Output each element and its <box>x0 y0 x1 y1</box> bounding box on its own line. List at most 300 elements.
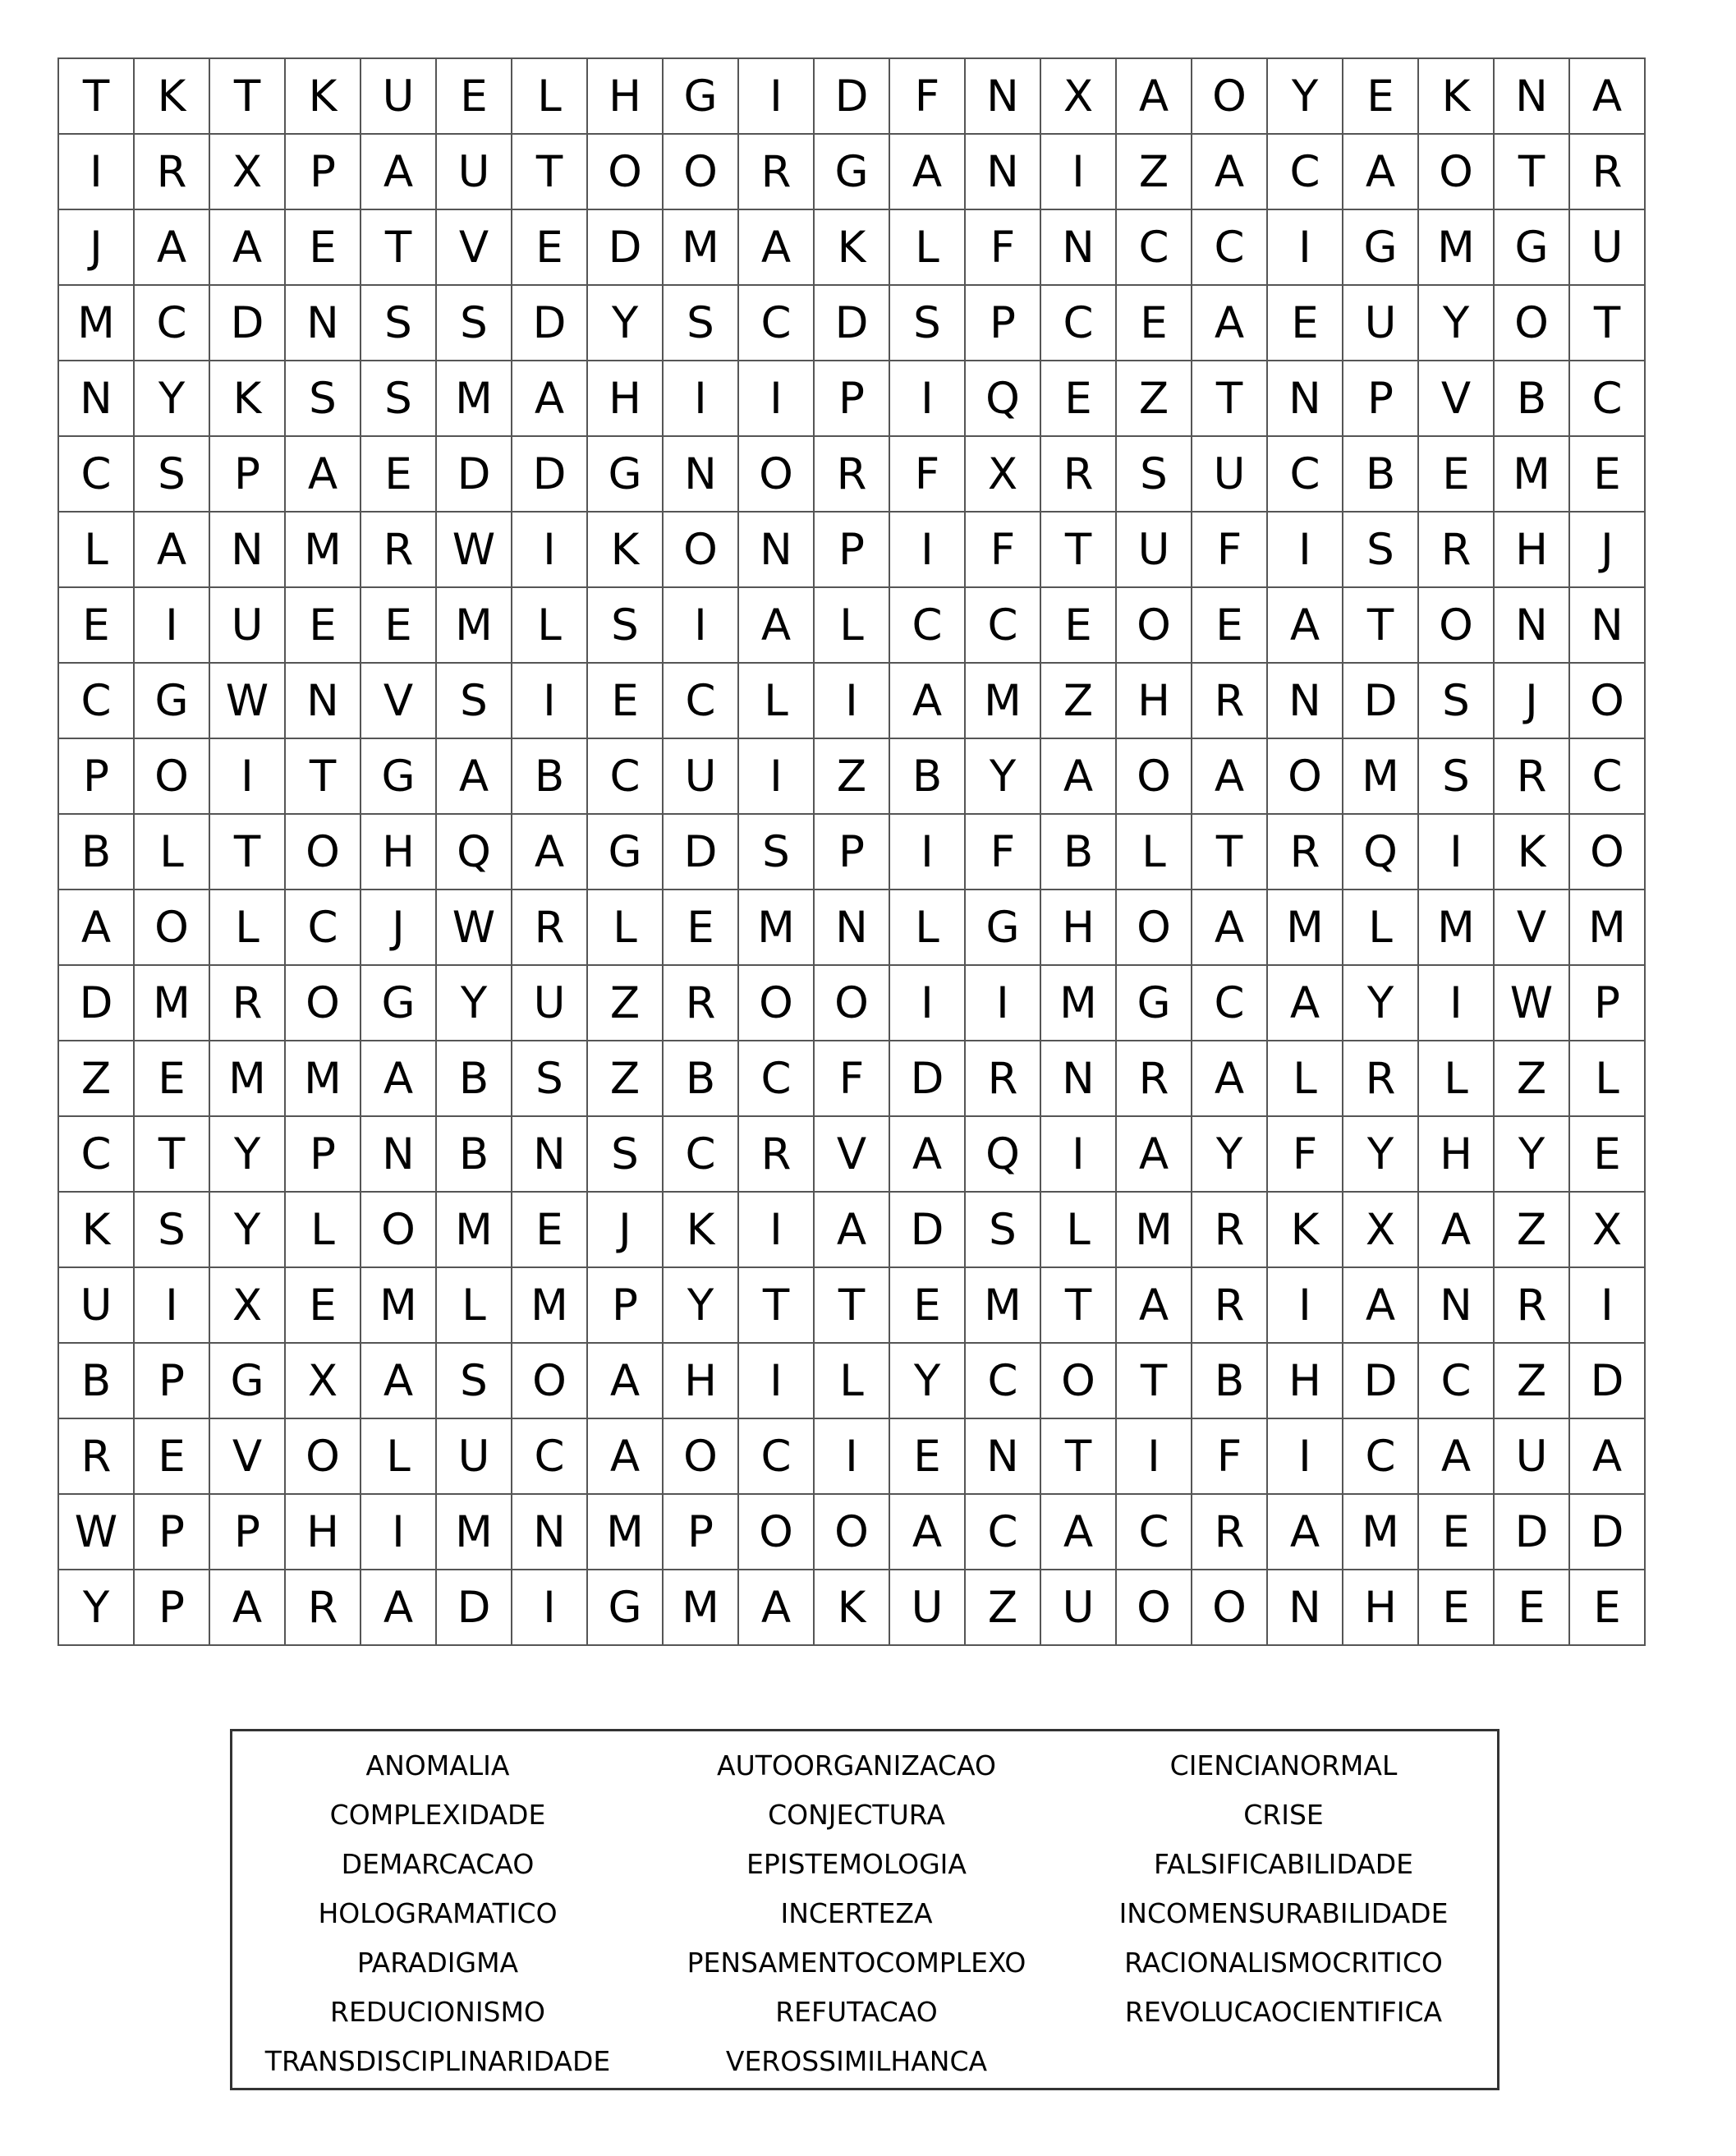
grid-cell[interactable]: N <box>1268 1570 1343 1646</box>
grid-cell[interactable]: C <box>966 1495 1041 1570</box>
grid-cell[interactable]: Y <box>1419 286 1495 361</box>
grid-cell[interactable]: A <box>1268 1495 1343 1570</box>
grid-cell[interactable]: M <box>437 1495 512 1570</box>
grid-cell[interactable]: R <box>512 890 588 966</box>
grid-cell[interactable]: A <box>890 664 966 739</box>
grid-cell[interactable]: I <box>1041 135 1117 210</box>
grid-cell[interactable]: A <box>361 1041 437 1117</box>
grid-cell[interactable]: E <box>664 890 739 966</box>
grid-cell[interactable]: B <box>1041 815 1117 890</box>
grid-cell[interactable]: H <box>1117 664 1192 739</box>
grid-cell[interactable]: O <box>1117 588 1192 664</box>
grid-cell[interactable]: J <box>361 890 437 966</box>
grid-cell[interactable]: F <box>815 1041 890 1117</box>
grid-cell[interactable]: T <box>1192 815 1268 890</box>
grid-cell[interactable]: T <box>210 59 286 135</box>
grid-cell[interactable]: E <box>890 1419 966 1495</box>
grid-cell[interactable]: E <box>1570 1117 1646 1193</box>
grid-cell[interactable]: I <box>1268 210 1343 286</box>
grid-cell[interactable]: F <box>1268 1117 1343 1193</box>
grid-cell[interactable]: F <box>966 815 1041 890</box>
grid-cell[interactable]: U <box>1495 1419 1570 1495</box>
grid-cell[interactable]: Z <box>588 966 664 1041</box>
grid-cell[interactable]: Y <box>210 1193 286 1268</box>
grid-cell[interactable]: O <box>664 135 739 210</box>
grid-cell[interactable]: T <box>286 739 361 815</box>
grid-cell[interactable]: T <box>361 210 437 286</box>
grid-cell[interactable]: L <box>361 1419 437 1495</box>
grid-cell[interactable]: O <box>361 1193 437 1268</box>
grid-cell[interactable]: I <box>890 966 966 1041</box>
grid-cell[interactable]: D <box>512 437 588 513</box>
grid-cell[interactable]: I <box>815 1419 890 1495</box>
grid-cell[interactable]: P <box>815 513 890 588</box>
grid-cell[interactable]: C <box>739 1419 815 1495</box>
grid-cell[interactable]: G <box>1117 966 1192 1041</box>
grid-cell[interactable]: A <box>512 815 588 890</box>
grid-cell[interactable]: E <box>135 1041 210 1117</box>
grid-cell[interactable]: A <box>1268 588 1343 664</box>
grid-cell[interactable]: N <box>1495 59 1570 135</box>
grid-cell[interactable]: T <box>1041 1419 1117 1495</box>
grid-cell[interactable]: T <box>210 815 286 890</box>
grid-cell[interactable]: P <box>135 1495 210 1570</box>
grid-cell[interactable]: C <box>966 588 1041 664</box>
grid-cell[interactable]: G <box>135 664 210 739</box>
grid-cell[interactable]: G <box>588 815 664 890</box>
grid-cell[interactable]: S <box>361 286 437 361</box>
grid-cell[interactable]: N <box>815 890 890 966</box>
grid-cell[interactable]: A <box>361 1344 437 1419</box>
grid-cell[interactable]: P <box>210 437 286 513</box>
grid-cell[interactable]: M <box>512 1268 588 1344</box>
grid-cell[interactable]: D <box>815 59 890 135</box>
grid-cell[interactable]: O <box>739 966 815 1041</box>
grid-cell[interactable]: Y <box>1495 1117 1570 1193</box>
grid-cell[interactable]: W <box>437 890 512 966</box>
grid-cell[interactable]: R <box>1570 135 1646 210</box>
grid-cell[interactable]: W <box>210 664 286 739</box>
grid-cell[interactable]: A <box>286 437 361 513</box>
grid-cell[interactable]: K <box>815 210 890 286</box>
grid-cell[interactable]: E <box>1343 59 1419 135</box>
grid-cell[interactable]: B <box>664 1041 739 1117</box>
grid-cell[interactable]: W <box>437 513 512 588</box>
grid-cell[interactable]: M <box>437 588 512 664</box>
grid-cell[interactable]: I <box>890 513 966 588</box>
grid-cell[interactable]: O <box>135 739 210 815</box>
grid-cell[interactable]: V <box>361 664 437 739</box>
grid-cell[interactable]: O <box>1570 664 1646 739</box>
grid-cell[interactable]: O <box>815 1495 890 1570</box>
grid-cell[interactable]: R <box>1343 1041 1419 1117</box>
grid-cell[interactable]: D <box>512 286 588 361</box>
grid-cell[interactable]: A <box>1419 1193 1495 1268</box>
grid-cell[interactable]: M <box>1570 890 1646 966</box>
grid-cell[interactable]: G <box>966 890 1041 966</box>
grid-cell[interactable]: U <box>1343 286 1419 361</box>
grid-cell[interactable]: G <box>588 1570 664 1646</box>
grid-cell[interactable]: T <box>1343 588 1419 664</box>
grid-cell[interactable]: R <box>1192 1495 1268 1570</box>
grid-cell[interactable]: C <box>890 588 966 664</box>
grid-cell[interactable]: M <box>286 513 361 588</box>
grid-cell[interactable]: R <box>1192 664 1268 739</box>
grid-cell[interactable]: I <box>135 588 210 664</box>
grid-cell[interactable]: S <box>1117 437 1192 513</box>
grid-cell[interactable]: T <box>1117 1344 1192 1419</box>
grid-cell[interactable]: R <box>1495 1268 1570 1344</box>
grid-cell[interactable]: J <box>59 210 135 286</box>
grid-cell[interactable]: S <box>588 588 664 664</box>
grid-cell[interactable]: O <box>1117 1570 1192 1646</box>
grid-cell[interactable]: S <box>437 286 512 361</box>
grid-cell[interactable]: F <box>966 513 1041 588</box>
grid-cell[interactable]: A <box>1041 739 1117 815</box>
grid-cell[interactable]: I <box>739 1344 815 1419</box>
grid-cell[interactable]: R <box>739 135 815 210</box>
grid-cell[interactable]: K <box>59 1193 135 1268</box>
grid-cell[interactable]: M <box>1419 210 1495 286</box>
grid-cell[interactable]: O <box>286 966 361 1041</box>
grid-cell[interactable]: S <box>437 664 512 739</box>
grid-cell[interactable]: L <box>512 588 588 664</box>
grid-cell[interactable]: C <box>286 890 361 966</box>
grid-cell[interactable]: Q <box>437 815 512 890</box>
grid-cell[interactable]: E <box>512 210 588 286</box>
grid-cell[interactable]: F <box>1192 1419 1268 1495</box>
grid-cell[interactable]: A <box>1192 890 1268 966</box>
grid-cell[interactable]: P <box>1343 361 1419 437</box>
grid-cell[interactable]: L <box>588 890 664 966</box>
grid-cell[interactable]: G <box>815 135 890 210</box>
grid-cell[interactable]: S <box>664 286 739 361</box>
grid-cell[interactable]: C <box>135 286 210 361</box>
grid-cell[interactable]: O <box>664 513 739 588</box>
grid-cell[interactable]: R <box>966 1041 1041 1117</box>
grid-cell[interactable]: S <box>135 437 210 513</box>
grid-cell[interactable]: A <box>739 210 815 286</box>
grid-cell[interactable]: O <box>1192 1570 1268 1646</box>
grid-cell[interactable]: H <box>1041 890 1117 966</box>
grid-cell[interactable]: L <box>890 210 966 286</box>
grid-cell[interactable]: L <box>512 59 588 135</box>
grid-cell[interactable]: D <box>890 1193 966 1268</box>
grid-cell[interactable]: C <box>664 664 739 739</box>
grid-cell[interactable]: E <box>1041 361 1117 437</box>
grid-cell[interactable]: D <box>1343 1344 1419 1419</box>
grid-cell[interactable]: O <box>1419 135 1495 210</box>
grid-cell[interactable]: M <box>1268 890 1343 966</box>
grid-cell[interactable]: Y <box>1192 1117 1268 1193</box>
grid-cell[interactable]: A <box>1343 1268 1419 1344</box>
grid-cell[interactable]: L <box>1117 815 1192 890</box>
grid-cell[interactable]: K <box>1495 815 1570 890</box>
grid-cell[interactable]: A <box>210 210 286 286</box>
grid-cell[interactable]: R <box>1041 437 1117 513</box>
grid-cell[interactable]: V <box>815 1117 890 1193</box>
grid-cell[interactable]: S <box>361 361 437 437</box>
grid-cell[interactable]: C <box>1041 286 1117 361</box>
grid-cell[interactable]: P <box>664 1495 739 1570</box>
grid-cell[interactable]: Y <box>890 1344 966 1419</box>
grid-cell[interactable]: L <box>1570 1041 1646 1117</box>
grid-cell[interactable]: J <box>588 1193 664 1268</box>
grid-cell[interactable]: M <box>1419 890 1495 966</box>
grid-cell[interactable]: T <box>135 1117 210 1193</box>
grid-cell[interactable]: S <box>1419 739 1495 815</box>
grid-cell[interactable]: G <box>1343 210 1419 286</box>
grid-cell[interactable]: M <box>286 1041 361 1117</box>
grid-cell[interactable]: A <box>815 1193 890 1268</box>
grid-cell[interactable]: I <box>890 361 966 437</box>
grid-cell[interactable]: P <box>588 1268 664 1344</box>
grid-cell[interactable]: U <box>437 135 512 210</box>
grid-cell[interactable]: H <box>588 59 664 135</box>
grid-cell[interactable]: O <box>1570 815 1646 890</box>
grid-cell[interactable]: Q <box>1343 815 1419 890</box>
grid-cell[interactable]: T <box>1570 286 1646 361</box>
grid-cell[interactable]: W <box>59 1495 135 1570</box>
grid-cell[interactable]: E <box>1419 437 1495 513</box>
grid-cell[interactable]: E <box>1192 588 1268 664</box>
grid-cell[interactable]: L <box>890 890 966 966</box>
grid-cell[interactable]: I <box>739 739 815 815</box>
grid-cell[interactable]: K <box>588 513 664 588</box>
grid-cell[interactable]: H <box>1268 1344 1343 1419</box>
grid-cell[interactable]: B <box>512 739 588 815</box>
grid-cell[interactable]: L <box>739 664 815 739</box>
grid-cell[interactable]: A <box>361 135 437 210</box>
grid-cell[interactable]: F <box>1192 513 1268 588</box>
grid-cell[interactable]: E <box>1570 437 1646 513</box>
grid-cell[interactable]: C <box>1192 966 1268 1041</box>
grid-cell[interactable]: O <box>815 966 890 1041</box>
grid-cell[interactable]: C <box>1268 135 1343 210</box>
grid-cell[interactable]: Y <box>966 739 1041 815</box>
grid-cell[interactable]: D <box>437 1570 512 1646</box>
grid-cell[interactable]: T <box>1041 1268 1117 1344</box>
grid-cell[interactable]: N <box>1041 1041 1117 1117</box>
grid-cell[interactable]: S <box>1343 513 1419 588</box>
grid-cell[interactable]: T <box>59 59 135 135</box>
grid-cell[interactable]: L <box>1343 890 1419 966</box>
grid-cell[interactable]: R <box>1117 1041 1192 1117</box>
grid-cell[interactable]: E <box>59 588 135 664</box>
grid-cell[interactable]: A <box>59 890 135 966</box>
grid-cell[interactable]: L <box>210 890 286 966</box>
grid-cell[interactable]: N <box>286 664 361 739</box>
grid-cell[interactable]: R <box>739 1117 815 1193</box>
grid-cell[interactable]: A <box>1570 1419 1646 1495</box>
grid-cell[interactable]: U <box>437 1419 512 1495</box>
grid-cell[interactable]: Z <box>815 739 890 815</box>
grid-cell[interactable]: B <box>59 815 135 890</box>
grid-cell[interactable]: L <box>1041 1193 1117 1268</box>
grid-cell[interactable]: I <box>1041 1117 1117 1193</box>
grid-cell[interactable]: Y <box>664 1268 739 1344</box>
grid-cell[interactable]: K <box>664 1193 739 1268</box>
grid-cell[interactable]: D <box>1343 664 1419 739</box>
grid-cell[interactable]: P <box>286 1117 361 1193</box>
grid-cell[interactable]: N <box>966 135 1041 210</box>
grid-cell[interactable]: I <box>1419 966 1495 1041</box>
grid-cell[interactable]: C <box>588 739 664 815</box>
grid-cell[interactable]: T <box>512 135 588 210</box>
grid-cell[interactable]: D <box>890 1041 966 1117</box>
grid-cell[interactable]: A <box>1192 739 1268 815</box>
grid-cell[interactable]: C <box>512 1419 588 1495</box>
grid-cell[interactable]: N <box>210 513 286 588</box>
grid-cell[interactable]: A <box>588 1344 664 1419</box>
grid-cell[interactable]: N <box>512 1117 588 1193</box>
grid-cell[interactable]: I <box>1268 513 1343 588</box>
grid-cell[interactable]: M <box>135 966 210 1041</box>
grid-cell[interactable]: F <box>966 210 1041 286</box>
grid-cell[interactable]: B <box>1495 361 1570 437</box>
grid-cell[interactable]: E <box>286 210 361 286</box>
grid-cell[interactable]: V <box>1419 361 1495 437</box>
grid-cell[interactable]: E <box>588 664 664 739</box>
grid-cell[interactable]: A <box>1041 1495 1117 1570</box>
grid-cell[interactable]: V <box>437 210 512 286</box>
grid-cell[interactable]: N <box>1268 361 1343 437</box>
grid-cell[interactable]: Y <box>588 286 664 361</box>
grid-cell[interactable]: M <box>664 1570 739 1646</box>
grid-cell[interactable]: P <box>1570 966 1646 1041</box>
grid-cell[interactable]: J <box>1495 664 1570 739</box>
grid-cell[interactable]: A <box>588 1419 664 1495</box>
grid-cell[interactable]: Z <box>1495 1344 1570 1419</box>
grid-cell[interactable]: I <box>512 664 588 739</box>
grid-cell[interactable]: Y <box>135 361 210 437</box>
grid-cell[interactable]: B <box>59 1344 135 1419</box>
grid-cell[interactable]: A <box>135 513 210 588</box>
grid-cell[interactable]: C <box>1419 1344 1495 1419</box>
grid-cell[interactable]: U <box>1041 1570 1117 1646</box>
grid-cell[interactable]: R <box>210 966 286 1041</box>
grid-cell[interactable]: A <box>1192 135 1268 210</box>
grid-cell[interactable]: A <box>739 588 815 664</box>
grid-cell[interactable]: F <box>890 59 966 135</box>
grid-cell[interactable]: A <box>437 739 512 815</box>
grid-cell[interactable]: N <box>1570 588 1646 664</box>
grid-cell[interactable]: L <box>815 588 890 664</box>
grid-cell[interactable]: C <box>59 437 135 513</box>
grid-cell[interactable]: L <box>286 1193 361 1268</box>
grid-cell[interactable]: P <box>966 286 1041 361</box>
grid-cell[interactable]: A <box>210 1570 286 1646</box>
grid-cell[interactable]: E <box>1419 1570 1495 1646</box>
grid-cell[interactable]: M <box>588 1495 664 1570</box>
grid-cell[interactable]: Y <box>1343 966 1419 1041</box>
grid-cell[interactable]: U <box>1117 513 1192 588</box>
grid-cell[interactable]: I <box>512 513 588 588</box>
grid-cell[interactable]: U <box>210 588 286 664</box>
grid-cell[interactable]: K <box>1419 59 1495 135</box>
grid-cell[interactable]: V <box>210 1419 286 1495</box>
grid-cell[interactable]: P <box>286 135 361 210</box>
grid-cell[interactable]: O <box>286 815 361 890</box>
grid-cell[interactable]: M <box>966 1268 1041 1344</box>
grid-cell[interactable]: W <box>1495 966 1570 1041</box>
grid-cell[interactable]: T <box>1495 135 1570 210</box>
grid-cell[interactable]: U <box>1570 210 1646 286</box>
grid-cell[interactable]: O <box>588 135 664 210</box>
grid-cell[interactable]: M <box>1343 739 1419 815</box>
grid-cell[interactable]: T <box>1192 361 1268 437</box>
grid-cell[interactable]: I <box>1570 1268 1646 1344</box>
grid-cell[interactable]: Z <box>1117 135 1192 210</box>
grid-cell[interactable]: E <box>1268 286 1343 361</box>
grid-cell[interactable]: E <box>361 437 437 513</box>
grid-cell[interactable]: E <box>437 59 512 135</box>
grid-cell[interactable]: B <box>890 739 966 815</box>
grid-cell[interactable]: I <box>739 59 815 135</box>
grid-cell[interactable]: A <box>1343 135 1419 210</box>
grid-cell[interactable]: G <box>361 739 437 815</box>
grid-cell[interactable]: E <box>361 588 437 664</box>
grid-cell[interactable]: A <box>1192 1041 1268 1117</box>
grid-cell[interactable]: E <box>890 1268 966 1344</box>
grid-cell[interactable]: S <box>286 361 361 437</box>
grid-cell[interactable]: N <box>59 361 135 437</box>
grid-cell[interactable]: O <box>1419 588 1495 664</box>
grid-cell[interactable]: P <box>815 815 890 890</box>
grid-cell[interactable]: L <box>1419 1041 1495 1117</box>
grid-cell[interactable]: V <box>1495 890 1570 966</box>
grid-cell[interactable]: X <box>210 135 286 210</box>
grid-cell[interactable]: E <box>286 1268 361 1344</box>
grid-cell[interactable]: C <box>739 286 815 361</box>
grid-cell[interactable]: F <box>890 437 966 513</box>
grid-cell[interactable]: A <box>890 135 966 210</box>
grid-cell[interactable]: X <box>1570 1193 1646 1268</box>
grid-cell[interactable]: O <box>739 437 815 513</box>
grid-cell[interactable]: M <box>1117 1193 1192 1268</box>
grid-cell[interactable]: K <box>210 361 286 437</box>
grid-cell[interactable]: H <box>1419 1117 1495 1193</box>
grid-cell[interactable]: T <box>1041 513 1117 588</box>
grid-cell[interactable]: G <box>210 1344 286 1419</box>
grid-cell[interactable]: O <box>1192 59 1268 135</box>
grid-cell[interactable]: D <box>1570 1495 1646 1570</box>
grid-cell[interactable]: S <box>588 1117 664 1193</box>
grid-cell[interactable]: Y <box>210 1117 286 1193</box>
grid-cell[interactable]: O <box>1117 739 1192 815</box>
grid-cell[interactable]: C <box>59 664 135 739</box>
grid-cell[interactable]: G <box>664 59 739 135</box>
grid-cell[interactable]: A <box>512 361 588 437</box>
grid-cell[interactable]: B <box>1192 1344 1268 1419</box>
grid-cell[interactable]: S <box>1419 664 1495 739</box>
grid-cell[interactable]: M <box>59 286 135 361</box>
grid-cell[interactable]: L <box>1268 1041 1343 1117</box>
grid-cell[interactable]: I <box>59 135 135 210</box>
grid-cell[interactable]: A <box>1192 286 1268 361</box>
grid-cell[interactable]: R <box>1192 1268 1268 1344</box>
grid-cell[interactable]: T <box>815 1268 890 1344</box>
grid-cell[interactable]: U <box>664 739 739 815</box>
grid-cell[interactable]: S <box>135 1193 210 1268</box>
grid-cell[interactable]: H <box>664 1344 739 1419</box>
grid-cell[interactable]: A <box>890 1495 966 1570</box>
grid-cell[interactable]: K <box>1268 1193 1343 1268</box>
grid-cell[interactable]: X <box>286 1344 361 1419</box>
grid-cell[interactable]: H <box>1495 513 1570 588</box>
grid-cell[interactable]: C <box>1117 210 1192 286</box>
grid-cell[interactable]: S <box>890 286 966 361</box>
